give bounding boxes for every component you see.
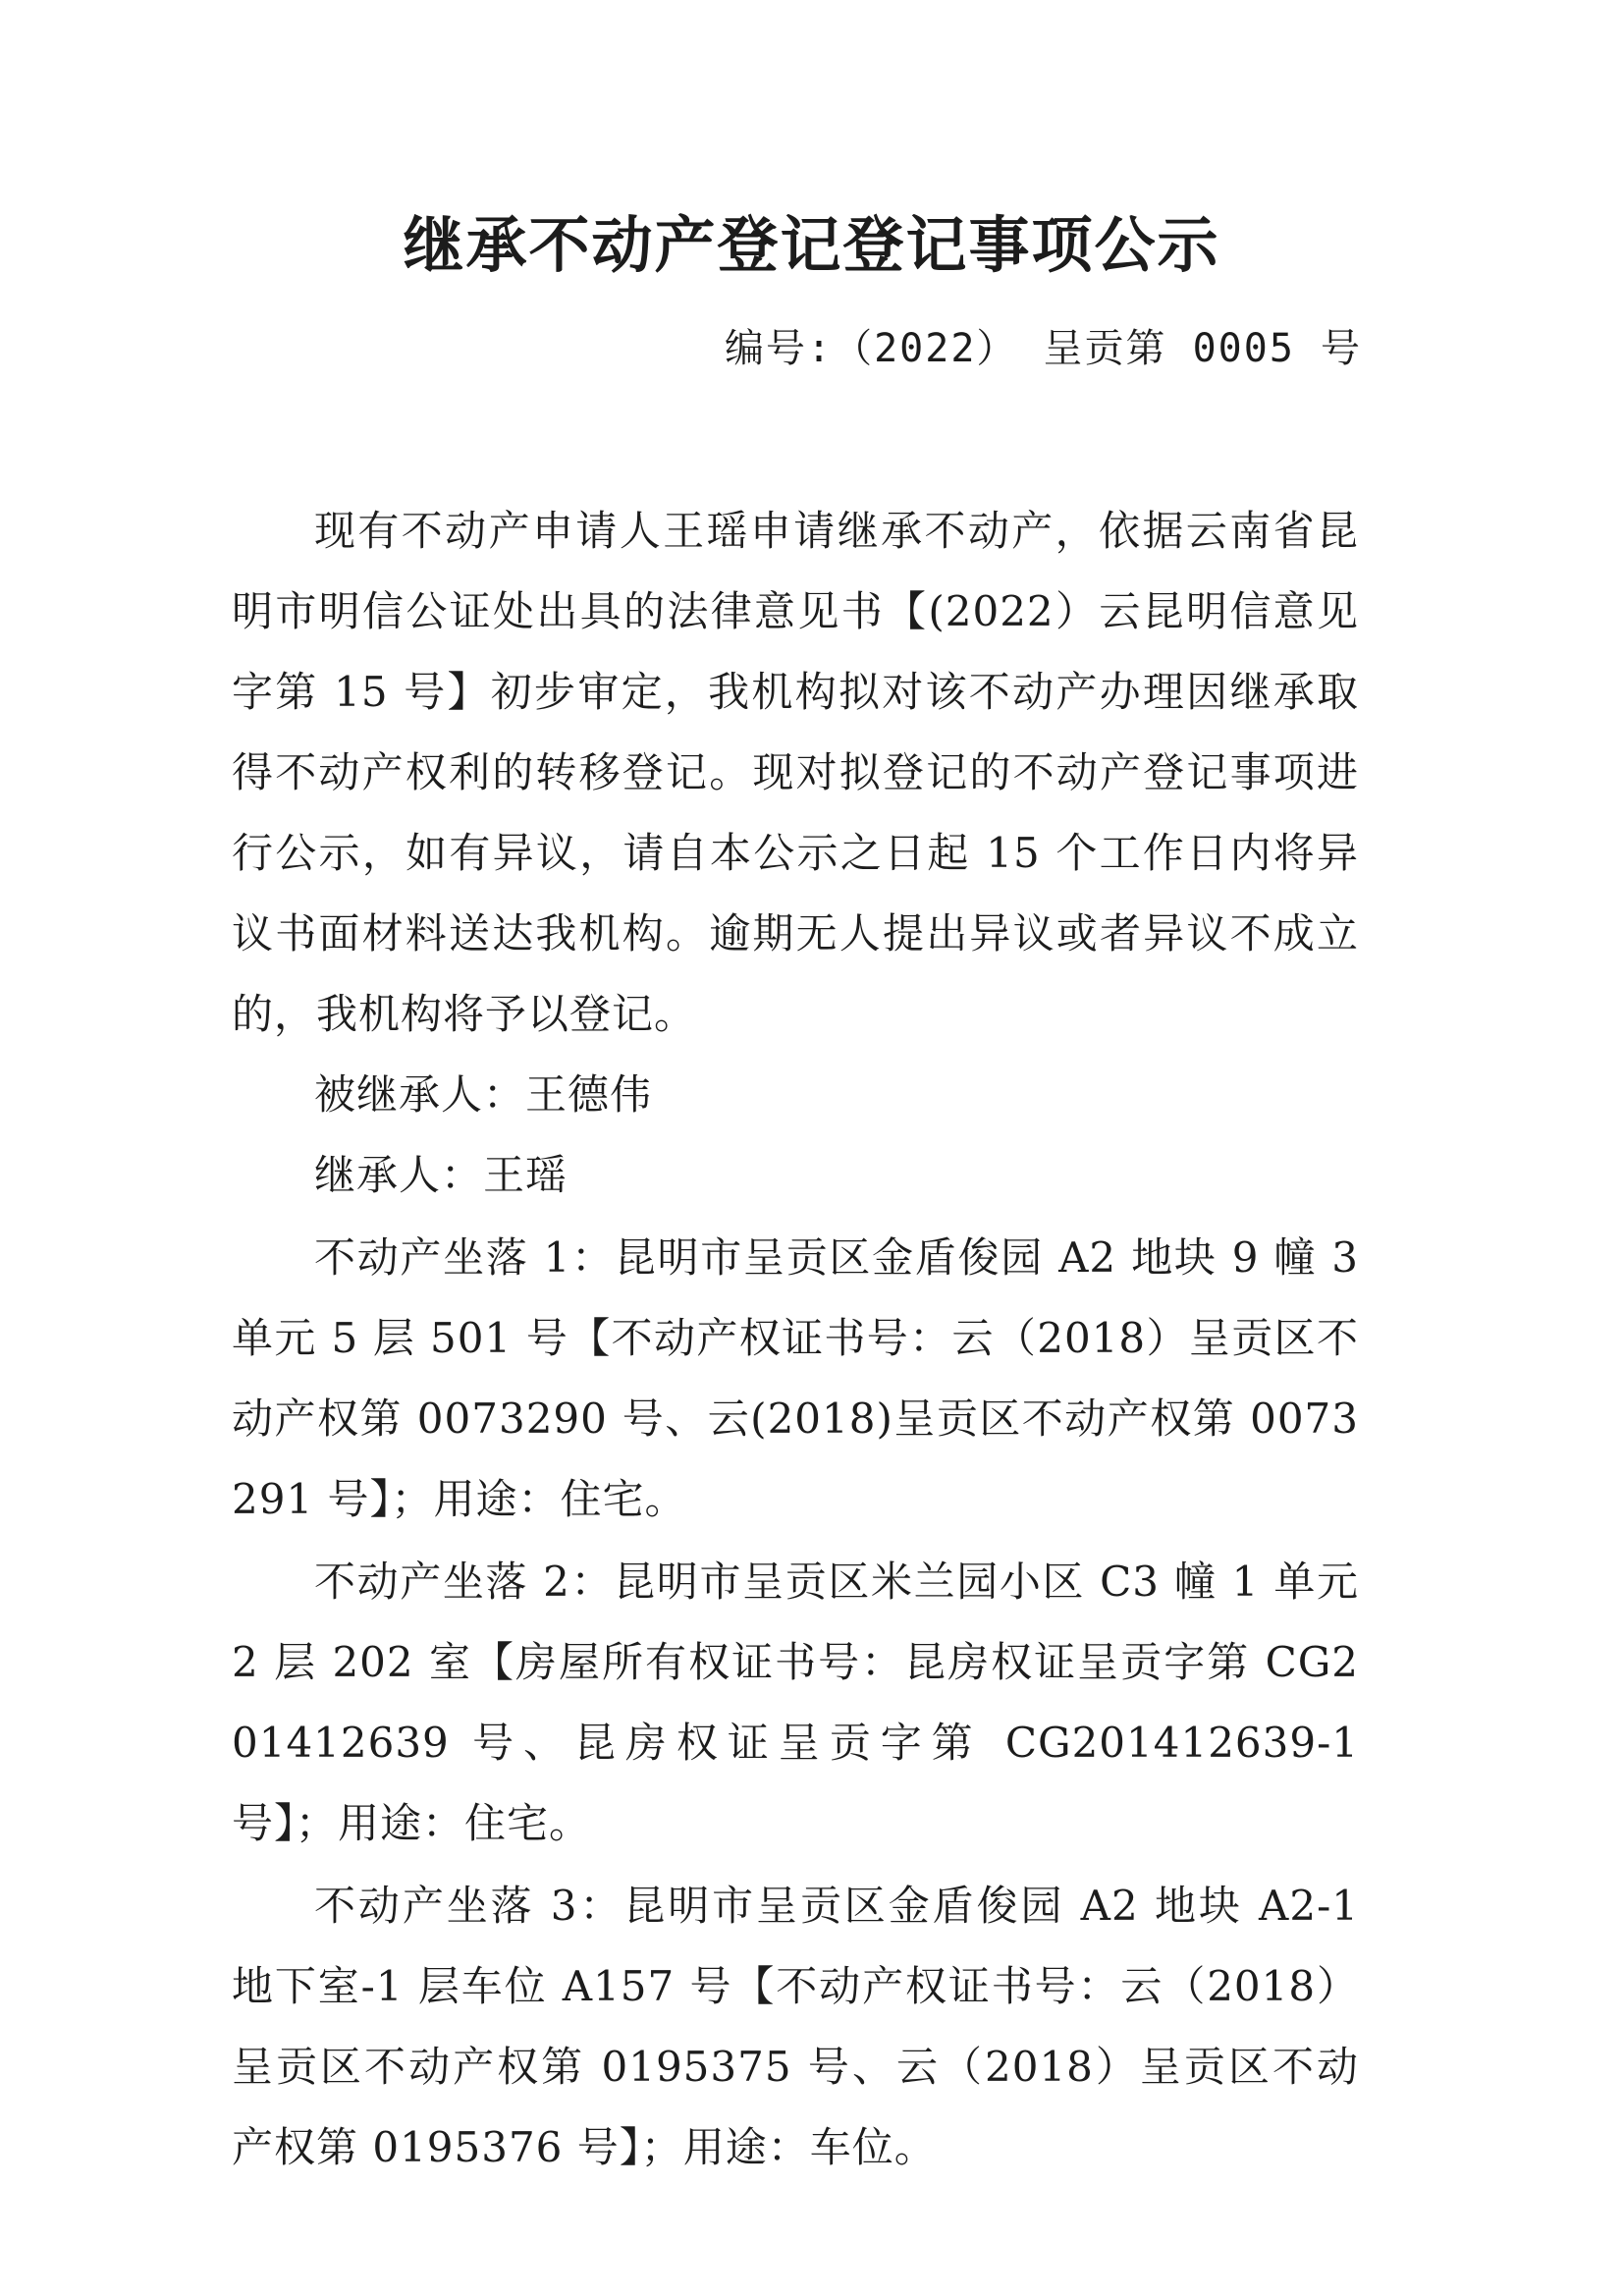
decedent-line: 被继承人：王德伟 [314,1070,653,1119]
document-number: 编号:（2022） 呈贡第 0005 号 [725,326,1362,371]
heir-line: 继承人：王瑶 [314,1151,568,1199]
property-item-2: 不动产坐落 2：昆明市呈贡区米兰园小区 C3 幢 1 单元 2 层 202 室【房屋所有权证书号：昆房权证呈贡字第 CG201412639 号、昆房权证呈贡字第 CG201412639-1 号】；用途：住宅。 [232,1558,1359,1847]
notice-paragraph: 现有不动产申请人王瑶申请继承不动产，依据云南省昆明市明信公证处出具的法律意见书【(2022）云昆明信意见字第 15 号】初步审定，我机构拟对该不动产办理因继承取得不动产权利的转移登记。现对拟登记的不动产登记事项进行公示，如有异议，请自本公示之日起 15 个工作日内将异议书面材料送达我机构。逾期无人提出异议或者异议不成立的，我机构将予以登记。 [232,507,1359,1038]
document-title: 继承不动产登记登记事项公示 [403,209,1220,281]
document-body [232,491,1359,2188]
property-item-3: 不动产坐落 3：昆明市呈贡区金盾俊园 A2 地块 A2-1 地下室-1 层车位 A157 号【不动产权证书号：云（2018）呈贡区不动产权第 0195375 号、云（2018）呈贡区不动产权第 0195376 号】；用途：车位。 [232,1882,1359,2171]
property-item-1: 不动产坐落 1：昆明市呈贡区金盾俊园 A2 地块 9 幢 3 单元 5 层 501 号【不动产权证书号：云（2018）呈贡区不动产权第 0073290 号、云(2018)呈贡区不动产权第 0073291 号】；用途：住宅。 [232,1233,1359,1523]
